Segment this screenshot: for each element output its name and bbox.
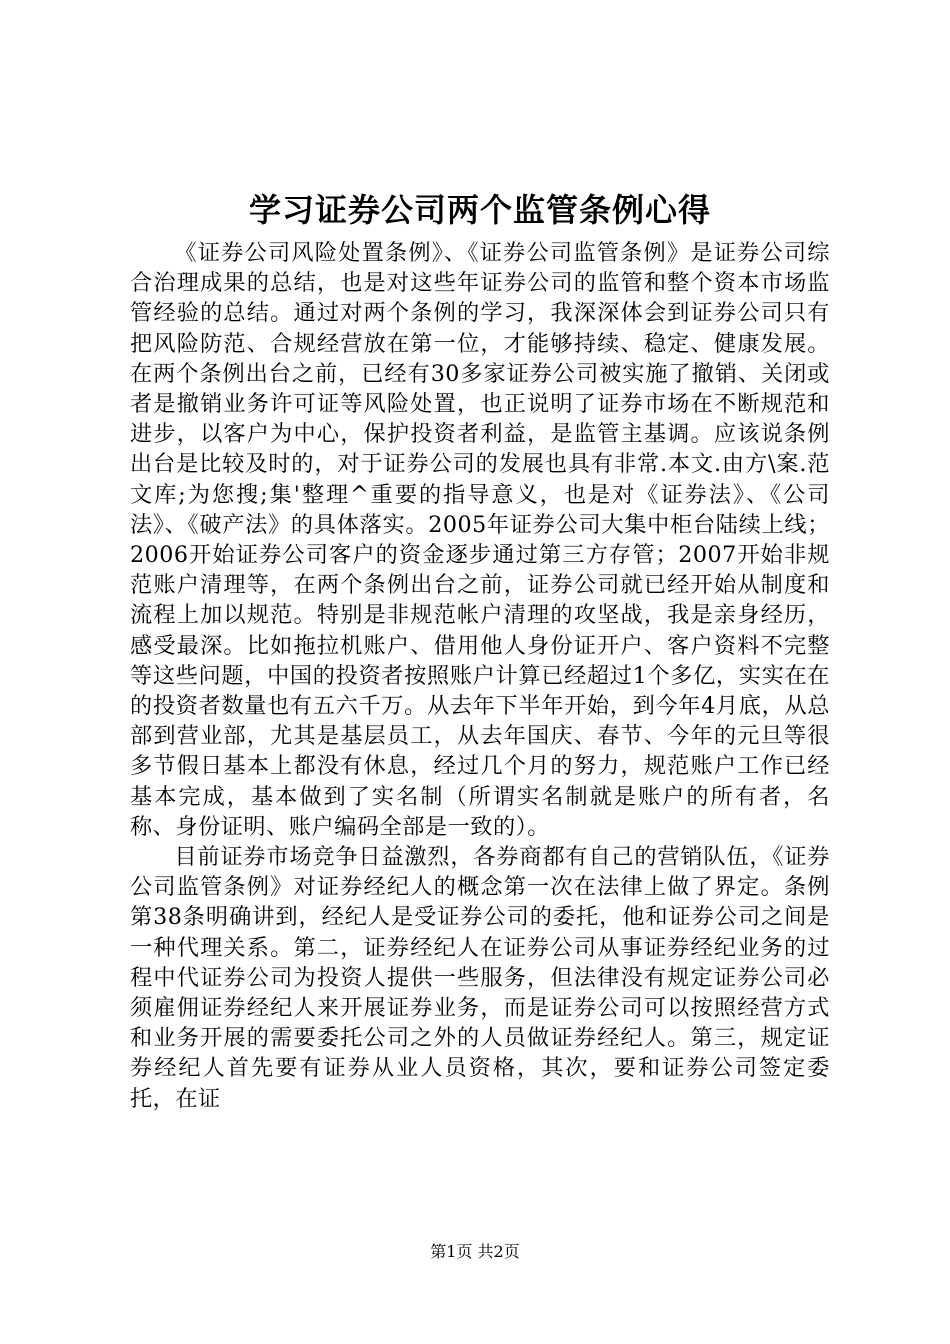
paragraph-1: 《证券公司风险处置条例》、《证券公司监管条例》是证券公司综合治理成果的总结，也是对这些年证券公司的监管和整个资本市场监管经验的总结。通过对两个条例的学习，我深深体会到证券公司只有把风险防范、合规经营放在第一位，才能够持续、稳定、健康发展。在两个条例出台之前，已经有30多家证券公司被实施了撤销、关闭或者是撤销业务许可证等风险处置，也正说明了证券市场在不断规范和进步，以客户为中心，保护投资者利益，是监管主基调。应该说条例出台是比较及时的，对于证券公司的发展也具有非常.本文.由方\案.范文库;为您搜;集'整理^重要的指导意义，也是对《证券法》、《公司法》、《破产法》的具体落实。2005年证券公司大集中柜台陆续上线；2006开始证券公司客户的资金逐步通过第三方存管；2007开始非规范账户清理等，在两个条例出台之前，证券公司就已经开始从制度和流程上加以规范。特别是非规范帐户清理的攻坚战，我是亲身经历，感受最深。比如拖拉机账户、借用他人身份证开户、客户资料不完整等这些问题，中国的投资者按照账户计算已经超过1个多亿，实实在在的投资者数量也有五六千万。从去年下半年开始，到今年4月底，从总部到营业部，尤其是基层员工，从去年国庆、春节、今年的元旦等很多节假日基本上都没有休息，经过几个月的努力，规范账户工作已经基本完成，基本做到了实名制（所谓实名制就是账户的所有者，名称、身份证明、账户编码全部是一致的）。 xyxy=(130,240,830,840)
document-page xyxy=(130,184,830,1114)
page-number-footer: 第1页 共2页 xyxy=(430,1242,520,1261)
document-title: 学习证券公司两个监管条例心得 xyxy=(248,191,711,229)
paragraph-2: 目前证券市场竞争日益激烈，各券商都有自己的营销队伍，《证券公司监管条例》对证券经纪人的概念第一次在法律上做了界定。条例第38条明确讲到，经纪人是受证券公司的委托，他和证券公司之间是一种代理关系。第二，证券经纪人在证券公司从事证券经纪业务的过程中代证券公司为投资人提供一些服务，但法律没有规定证券公司必须雇佣证券经纪人来开展证券业务，而是证券公司可以按照经营方式和业务开展的需要委托公司之外的人员做证券经纪人。第三，规定证券经纪人首先要有证券从业人员资格，其次，要和证券公司签定委托，在证 xyxy=(130,844,830,1112)
